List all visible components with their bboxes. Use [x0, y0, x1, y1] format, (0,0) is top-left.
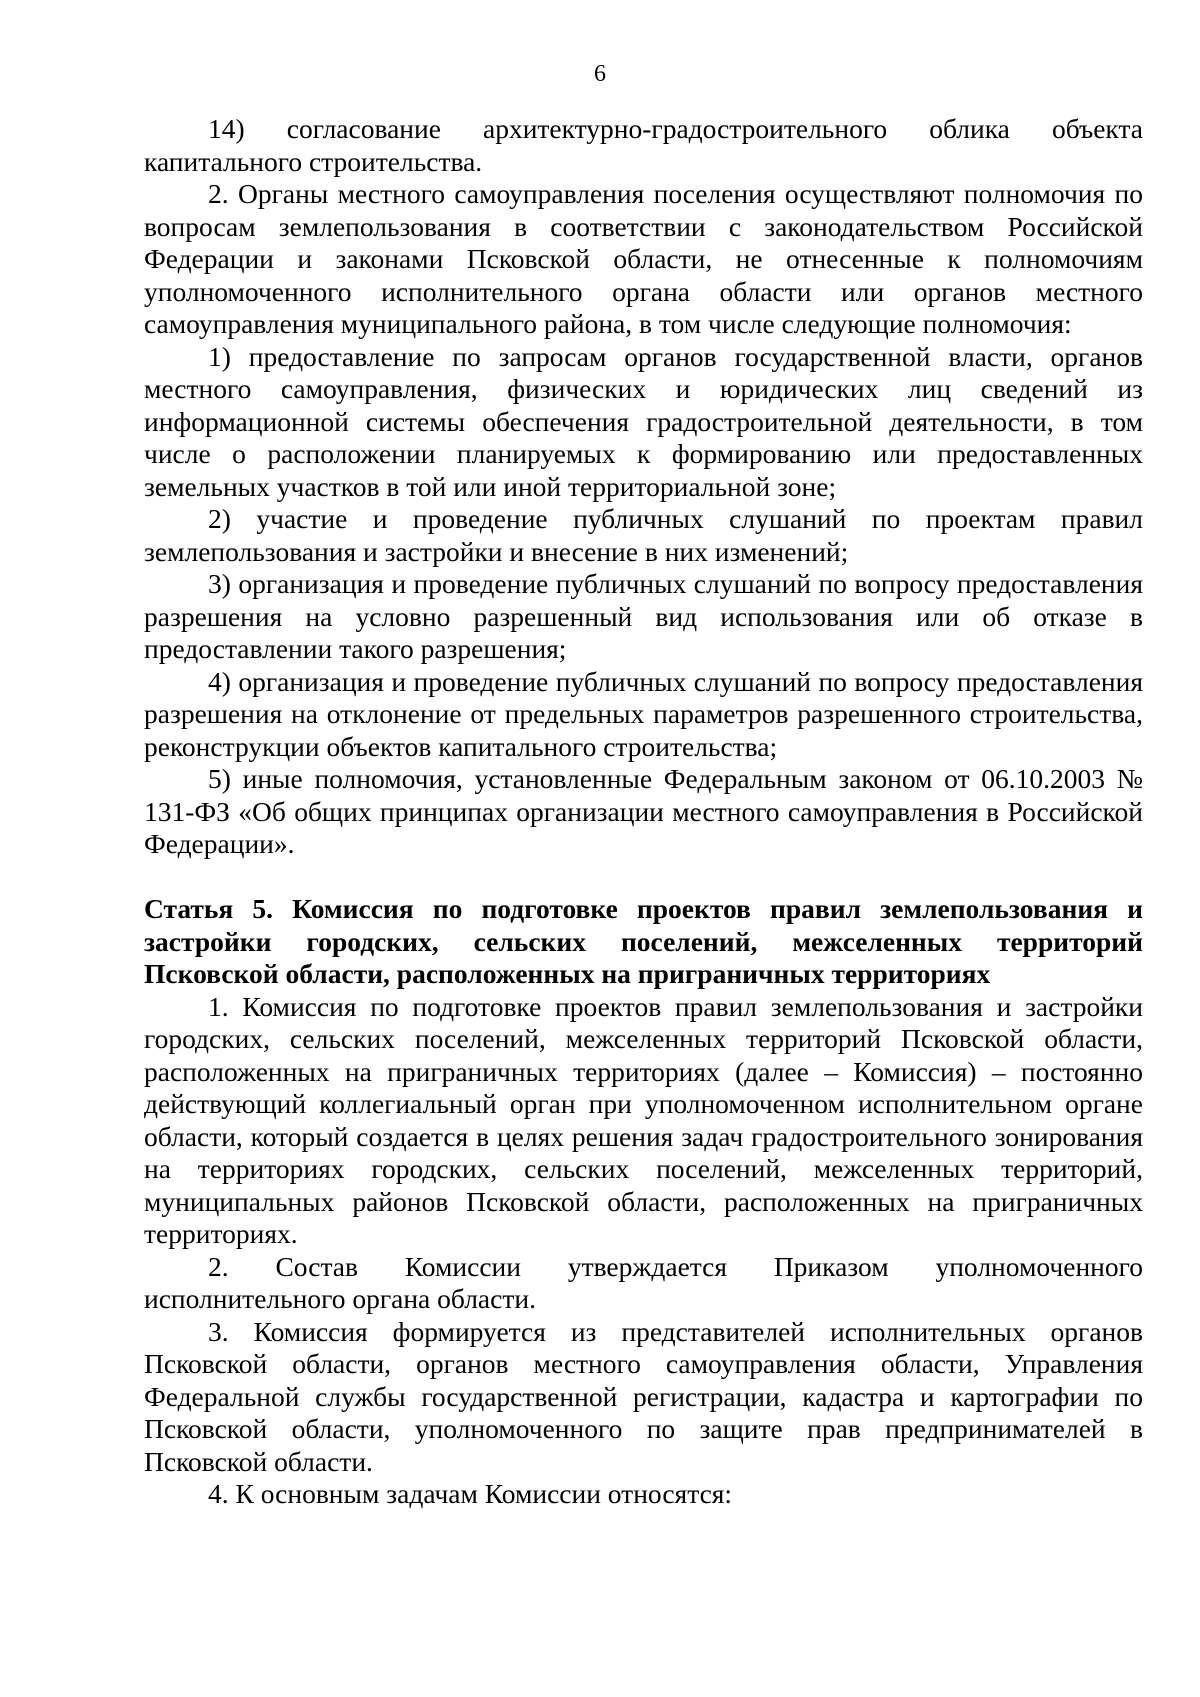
page-number: 6	[594, 61, 606, 87]
subitem-3: 3) организация и проведение публичных слушаний по вопросу предоставления разрешения на условно разрешенный вид использования или об отказе в предоставлении такого разрешения;	[144, 568, 1143, 664]
subitem-1: 1) предоставление по запросам органов государственной власти, органов местного самоуправления, физических и юридических лиц сведений из информационной системы обеспечения градостроительной деятельности, в том числе о расположении планируемых к формированию или предоставленных земельных участков в той или иной территориальной зоне;	[144, 340, 1143, 502]
section-spacer	[144, 861, 1143, 894]
article5-paragraph-3: 3. Комиссия формируется из представителей исполнительных органов Псковской области, органов местного самоуправления области, Управления Федеральной службы государственной регистрации, кадастра и картографии по Псковской области, уполномоченного по защите прав предпринимателей в Псковской области.	[144, 1315, 1143, 1477]
subitem-5: 5) иные полномочия, установленные Федеральным законом от 06.10.2003 № 131-ФЗ «Об общих принципах организации местного самоуправления в Российской Федерации».	[144, 763, 1143, 859]
article4-paragraph-2: 2. Органы местного самоуправления поселения осуществляют полномочия по вопросам землепользования в соответствии с законодательством Российской Федерации и законами Псковской области, не отнесенные к полномочиям уполномоченного исполнительного органа области или органов местного самоуправления муниципального района, в том числе следующие полномочия:	[144, 178, 1143, 339]
item-14: 14) согласование архитектурно-градостроительного облика объекта капитального строительства.	[144, 113, 1143, 177]
document-body	[144, 113, 1143, 1511]
article5-paragraph-4: 4. К основным задачам Комиссии относятся:	[208, 1478, 733, 1509]
article5-paragraph-1: 1. Комиссия по подготовке проектов правил землепользования и застройки городских, сельских поселений, межселенных территорий Псковской области, расположенных на приграничных территориях (далее – Комиссия) – постоянно действующий коллегиальный орган при уполномоченном исполнительном органе области, который создается в целях решения задач градостроительного зонирования на территориях городских, сельских поселений, межселенных территорий, муниципальных районов Псковской области, расположенных на приграничных территориях.	[144, 990, 1143, 1249]
article5-heading: Статья 5. Комиссия по подготовке проектов правил землепользования и застройки городских, сельских поселений, межселенных территорий Псковской области, расположенных на приграничных территориях	[144, 893, 1143, 989]
subitem-2: 2) участие и проведение публичных слушаний по проектам правил землепользования и застройки и внесение в них изменений;	[144, 503, 1143, 567]
subitem-4: 4) организация и проведение публичных слушаний по вопросу предоставления разрешения на отклонение от предельных параметров разрешенного строительства, реконструкции объектов капитального строительства;	[144, 665, 1143, 762]
article5-paragraph-2: 2. Состав Комиссии утверждается Приказом уполномоченного исполнительного органа области.	[144, 1250, 1143, 1314]
